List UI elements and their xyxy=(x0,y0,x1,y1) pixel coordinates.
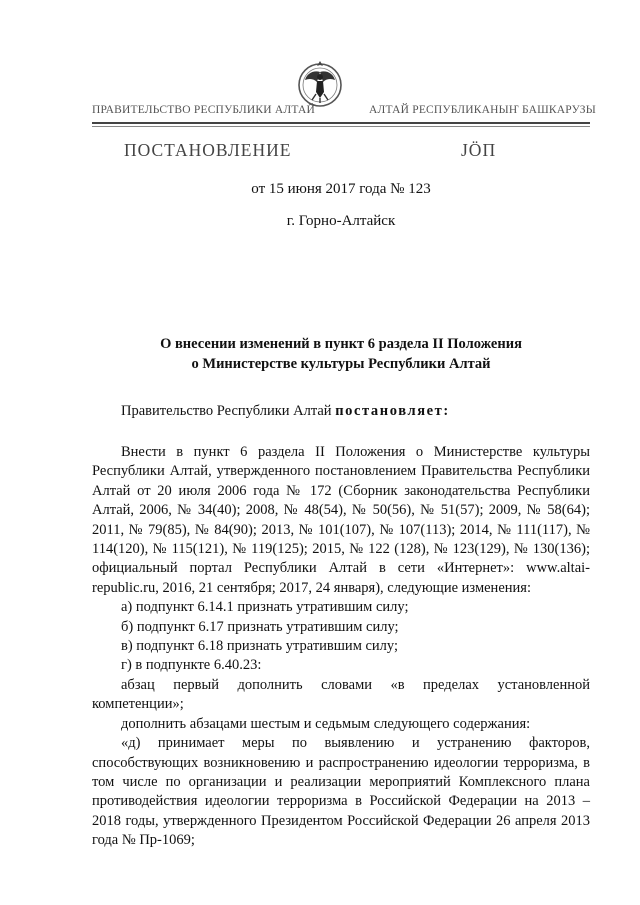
header-rule xyxy=(92,122,590,124)
header-left-text: ПРАВИТЕЛЬСТВО РЕСПУБЛИКИ АЛТАЙ xyxy=(92,104,316,116)
document-body xyxy=(92,443,590,851)
list-item-v: в) подпункт 6.18 признать утратившим силу; xyxy=(121,638,399,655)
doc-type-right: JÖП xyxy=(461,140,497,160)
paragraph-dopolnit: дополнить абзацами шестым и седьмым следующего содержания: xyxy=(121,715,531,732)
document-title xyxy=(92,334,590,374)
list-item-a: а) подпункт 6.14.1 признать утратившим силу; xyxy=(121,599,409,616)
resolve-line xyxy=(121,403,450,420)
list-item-g: г) в подпункте 6.40.23: xyxy=(121,657,262,674)
paragraph-abzac: абзац первый дополнить словами «в пределах установленной компетенции»; xyxy=(92,676,590,713)
header-right-text: АЛТАЙ РЕСПУБЛИКАНЫҤ БАШКАРУЗЫ xyxy=(369,104,596,116)
title-line-1: О внесении изменений в пункт 6 раздела II Положения xyxy=(160,336,522,352)
header-rule-thin xyxy=(92,126,590,127)
coat-of-arms-icon xyxy=(296,58,344,108)
resolve-verb: постановляет: xyxy=(335,403,450,419)
paragraph-d: «д) принимает меры по выявлению и устранению факторов, способствующих возникновению и распространению идеологии терроризма, в том числе по организации и реализации мероприятий Комплексного плана противодействия идеологии терроризма в Российской Федерации на 2013 – 2018 годы, утвержденного Президентом Российской Федерации 26 апреля 2013 года № Пр-1069; xyxy=(92,735,590,849)
resolve-lead: Правительство Республики Алтай xyxy=(121,403,336,419)
paragraph-main: Внести в пункт 6 раздела II Положения о Министерстве культуры Республики Алтай, утвержденного постановлением Правительства Республики Алтай от 20 июля 2006 года № 172 (Сборник законодательства Республики Алтай, 2006, № 34(40); 2008, № 48(54), № 50(56), № 51(57); 2009, № 58(64); 2011, № 79(85), № 84(90); 2013, № 101(107), № 107(113); 2014, № 111(117), № 114(120), № 115(121), № 119(125); 2015, № 122 (128), № 123(129), № 130(136); официальный портал Республики Алтай в сети «Интернет»: www.altai-republic.ru, 2016, 21 сентября; 2017, 24 января), следующие изменения: xyxy=(92,444,590,596)
doc-type-left: ПОСТАНОВЛЕНИЕ xyxy=(124,140,292,160)
list-item-b: б) подпункт 6.17 признать утратившим силу; xyxy=(121,618,399,635)
title-line-2: о Министерстве культуры Республики Алтай xyxy=(191,356,491,372)
document-date: от 15 июня 2017 года № 123 xyxy=(251,181,431,197)
document-city: г. Горно-Алтайск xyxy=(286,213,396,229)
